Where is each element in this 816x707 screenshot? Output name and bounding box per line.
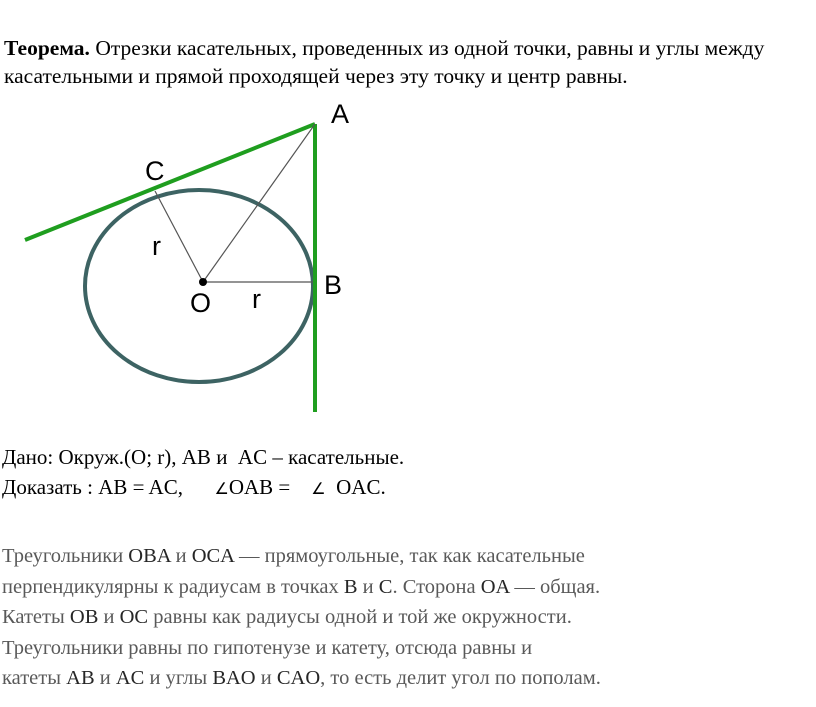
proof-line [2,602,814,633]
proof-line [2,541,814,572]
proof-text-fragment: — общая. [509,575,601,598]
proof-term: CAO [276,667,321,689]
angle-icon: ∠ [214,479,229,498]
proof-line: Треугольники равны по гипотенузе и катету, отсюда равны и [2,636,533,659]
theorem-label: Теорема. [4,36,90,60]
proof-text [2,541,814,694]
radius-oc [155,191,203,282]
prove-mid: OAB = [228,475,291,499]
label-r-oc: r [152,231,161,261]
proof-text-fragment: и [357,575,379,598]
label-a: A [331,99,350,129]
proof-text-fragment: Треугольники [2,545,129,567]
proof-term: C [378,575,393,598]
proof-term: OBA [128,545,171,567]
proof-text-fragment: Катеты [2,606,70,628]
proof-text-fragment: и [255,667,277,689]
given-line: Дано: Окруж.(O; r), AB и AC – касательные. [2,445,405,469]
label-o: O [190,288,212,318]
proof-line [2,572,814,603]
theorem-text: Отрезки касательных, проведенных из одной точки, равны и углы между касательными и прямой проходящей через эту точку и центр равны. [4,36,765,88]
proof-text-fragment: и [94,667,116,689]
proof-text-fragment: катеты [2,667,67,689]
proof-text-fragment: равны как радиусы одной и той же окружности. [148,606,572,628]
proof-line [2,663,814,694]
proof-term: OC [119,606,149,628]
tangent-line-ac [25,124,315,240]
proof-term: OB [69,606,99,628]
prove-end: OAC. [336,475,386,499]
proof-term: OCA [191,545,234,567]
proof-text-fragment: и углы [144,667,213,689]
circle [85,190,313,382]
proof-term: AC [115,667,145,689]
proof-text-fragment: и [170,545,192,567]
label-b: B [324,270,343,300]
proof-text-fragment: — прямоугольные, так как касательные [233,545,585,567]
label-c: C [145,156,165,186]
proof-text-fragment: . Сторона [392,575,481,598]
proof-term: BAO [212,667,256,689]
center-point-o [199,278,207,286]
prove-line [2,472,404,504]
given-section [2,442,404,504]
proof-term: B [343,575,358,598]
proof-text-fragment: , то есть делит угол по пополам. [320,667,601,689]
prove-prefix: Доказать : AB = AC, [2,475,183,499]
label-r-ob: r [252,284,261,314]
proof-term: OA [480,575,510,598]
angle-icon: ∠ [311,479,326,498]
proof-text-fragment: перпендикулярны к радиусам в точках [2,575,344,598]
proof-text-fragment: и [98,606,120,628]
proof-term: AB [66,667,95,689]
